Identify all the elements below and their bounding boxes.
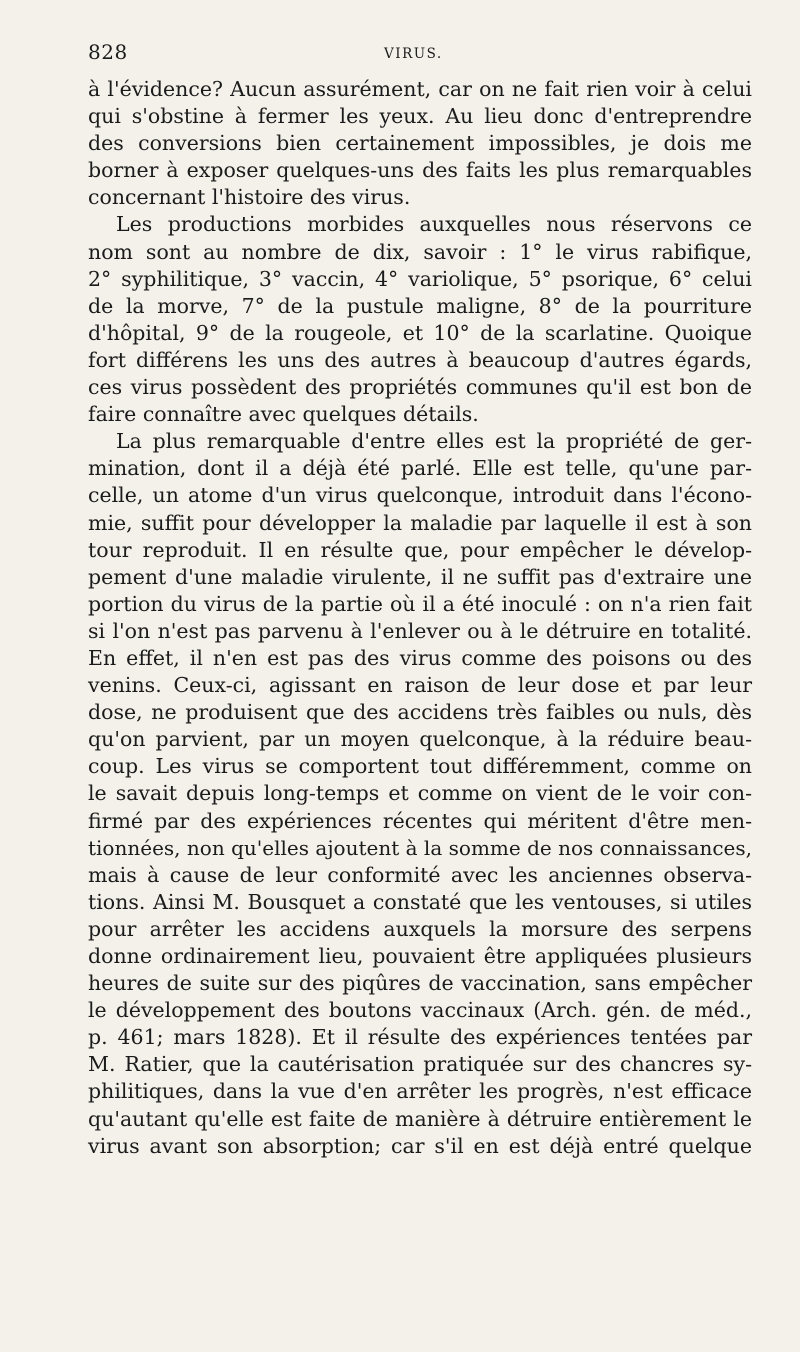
page-number: 828	[88, 40, 128, 64]
text-line: virus avant son absorption; car s'il en est déjà entré quelque	[88, 1133, 752, 1158]
text-line: tions. Ainsi M. Bousquet a constaté que les ventouses, si utiles	[88, 889, 752, 914]
text-line: le savait depuis long-temps et comme on vient de le voir con-	[88, 781, 752, 806]
text-line: si l'on n'est pas parvenu à l'enlever ou à le détruire en totalité.	[88, 618, 752, 643]
text-line: borner à exposer quelques-uns des faits les plus remarquables	[88, 158, 752, 183]
text-line: qu'on parvient, par un moyen quelconque, à la réduire beau-	[88, 727, 752, 752]
text-line: le développement des boutons vaccinaux (Arch. gén. de méd.,	[88, 998, 752, 1023]
body-text	[88, 76, 752, 1160]
running-head: VIRUS.	[384, 46, 443, 62]
text-line: celle, un atome d'un virus quelconque, introduit dans l'écono-	[88, 483, 752, 508]
text-line: nom sont au nombre de dix, savoir : 1° le virus rabifique,	[88, 239, 752, 264]
text-line: firmé par des expériences récentes qui méritent d'être men-	[88, 808, 752, 833]
text-line: qu'autant qu'elle est faite de manière à détruire entièrement le	[88, 1106, 752, 1131]
text-line: fort différens les uns des autres à beaucoup d'autres égards,	[88, 347, 752, 372]
page-header	[88, 40, 752, 70]
text-line: p. 461; mars 1828). Et il résulte des expériences tentées par	[88, 1025, 752, 1050]
text-line: tour reproduit. Il en résulte que, pour empêcher le dévelop-	[88, 537, 752, 562]
text-line: à l'évidence? Aucun assurément, car on ne fait rien voir à celui	[88, 77, 752, 101]
text-line: venins. Ceux-ci, agissant en raison de leur dose et par leur	[88, 673, 752, 698]
text-line: des conversions bien certainement impossibles, je dois me	[88, 131, 752, 156]
text-line: heures de suite sur des piqûres de vaccination, sans empêcher	[88, 971, 752, 996]
text-line: pement d'une maladie virulente, il ne suffit pas d'extraire une	[88, 564, 752, 589]
text-line: tionnées, non qu'elles ajoutent à la somme de nos connaissances,	[88, 835, 752, 860]
text-line: faire connaître avec quelques détails.	[88, 402, 479, 427]
text-line: ces virus possèdent des propriétés communes qu'il est bon de	[88, 375, 752, 400]
text-line: M. Ratier, que la cautérisation pratiquée sur des chancres sy-	[88, 1052, 752, 1077]
text-line: 2° syphilitique, 3° vaccin, 4° variolique, 5° psorique, 6° celui	[88, 266, 752, 291]
text-line: mais à cause de leur conformité avec les anciennes observa-	[88, 862, 752, 887]
text-line: concernant l'histoire des virus.	[88, 185, 411, 210]
text-line: philitiques, dans la vue d'en arrêter les progrès, n'est efficace	[88, 1079, 752, 1104]
text-line: pour arrêter les accidens auxquels la morsure des serpens	[88, 916, 752, 941]
text-line: dose, ne produisent que des accidens très faibles ou nuls, dès	[88, 700, 752, 725]
text-line: donne ordinairement lieu, pouvaient être appliquées plusieurs	[88, 944, 752, 968]
text-line: de la morve, 7° de la pustule maligne, 8° de la pourriture	[88, 293, 752, 318]
text-line: portion du virus de la partie où il a été inoculé : on n'a rien fait	[88, 591, 752, 616]
text-line: coup. Les virus se comportent tout différemment, comme on	[88, 754, 752, 779]
text-line: d'hôpital, 9° de la rougeole, et 10° de la scarlatine. Quoique	[88, 320, 752, 345]
text-line: mie, suffit pour développer la maladie par laquelle il est à son	[88, 510, 752, 535]
text-line: La plus remarquable d'entre elles est la propriété de ger-	[116, 429, 752, 454]
text-line: mination, dont il a déjà été parlé. Elle est telle, qu'une par-	[88, 456, 752, 481]
text-line: En effet, il n'en est pas des virus comme des poisons ou des	[88, 645, 752, 670]
text-line: qui s'obstine à fermer les yeux. Au lieu donc d'entreprendre	[88, 104, 752, 129]
text-line: Les productions morbides auxquelles nous réservons ce	[116, 212, 752, 237]
